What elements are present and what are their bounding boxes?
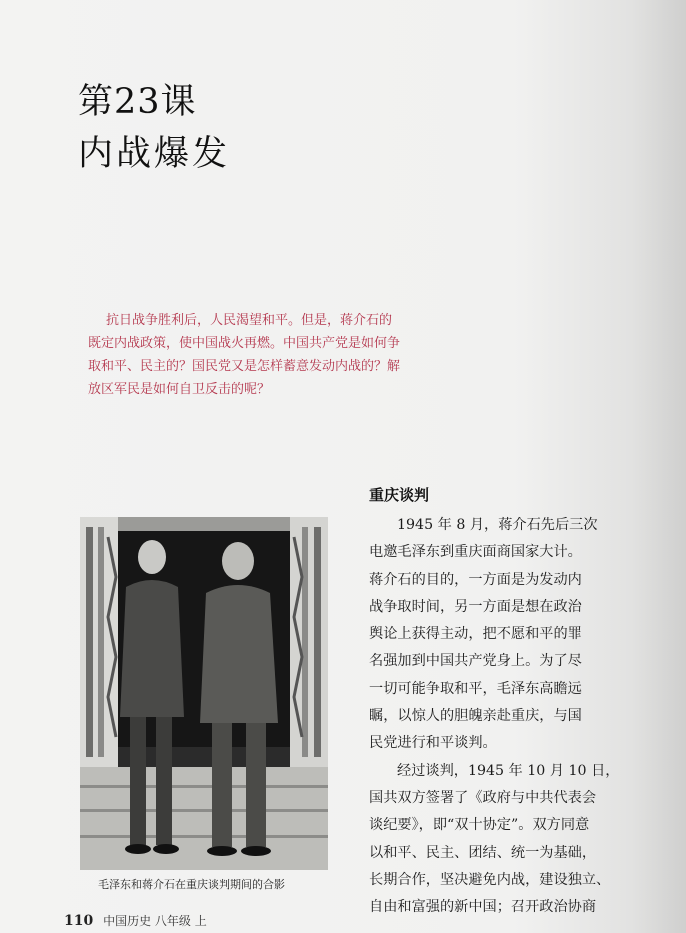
body-line: 谈纪要》，即“双十协定”。双方同意 [369, 817, 590, 834]
book-title: 中国历史 八年级 上 [103, 914, 207, 928]
page-footer [64, 912, 207, 929]
lesson-number: 第23课 [78, 82, 197, 122]
body-line: 长期合作，坚决避免内战，建设独立、 [369, 871, 611, 888]
page-number: 110 [64, 913, 94, 929]
intro-line: 抗日战争胜利后，人民渴望和平。但是，蒋介石的 [106, 313, 393, 328]
body-line: 国共双方签署了《政府与中共代表会 [369, 789, 597, 806]
body-line: 电邀毛泽东到重庆面商国家大计。 [369, 544, 582, 561]
body-line: 舆论上获得主动，把不愿和平的罪 [369, 626, 582, 643]
intro-line: 放区军民是如何自卫反击的呢？ [88, 382, 271, 397]
photo-caption: 毛泽东和蒋介石在重庆谈判期间的合影 [98, 878, 285, 891]
body-line: 经过谈判，1945 年 10 月 10 日， [397, 762, 620, 779]
section-heading: 重庆谈判 [369, 486, 430, 504]
historical-photo [80, 517, 328, 870]
body-line: 瞩，以惊人的胆魄亲赴重庆，与国 [369, 708, 582, 725]
intro-line: 既定内战政策，使中国战火再燃。中国共产党是如何争 [88, 336, 401, 351]
body-line: 名强加到中国共产党身上。为了尽 [369, 653, 582, 670]
lesson-title: 内战爆发 [78, 134, 231, 174]
body-line: 1945 年 8 月，蒋介石先后三次 [397, 517, 598, 533]
body-line: 以和平、民主、团结、统一为基础， [369, 844, 597, 861]
photo-illustration [80, 517, 328, 870]
section-body [369, 512, 669, 921]
body-line: 民党进行和平谈判。 [369, 735, 497, 752]
body-line: 自由和富强的新中国；召开政治协商 [369, 899, 597, 916]
body-line: 战争取时间，另一方面是想在政治 [369, 598, 582, 615]
body-line: 蒋介石的目的，一方面是为发动内 [369, 571, 582, 588]
body-line: 一切可能争取和平，毛泽东高瞻远 [369, 680, 582, 697]
intro-line: 取和平、民主的？国民党又是怎样蓄意发动内战的？解 [88, 359, 401, 374]
intro-paragraph [88, 309, 438, 401]
